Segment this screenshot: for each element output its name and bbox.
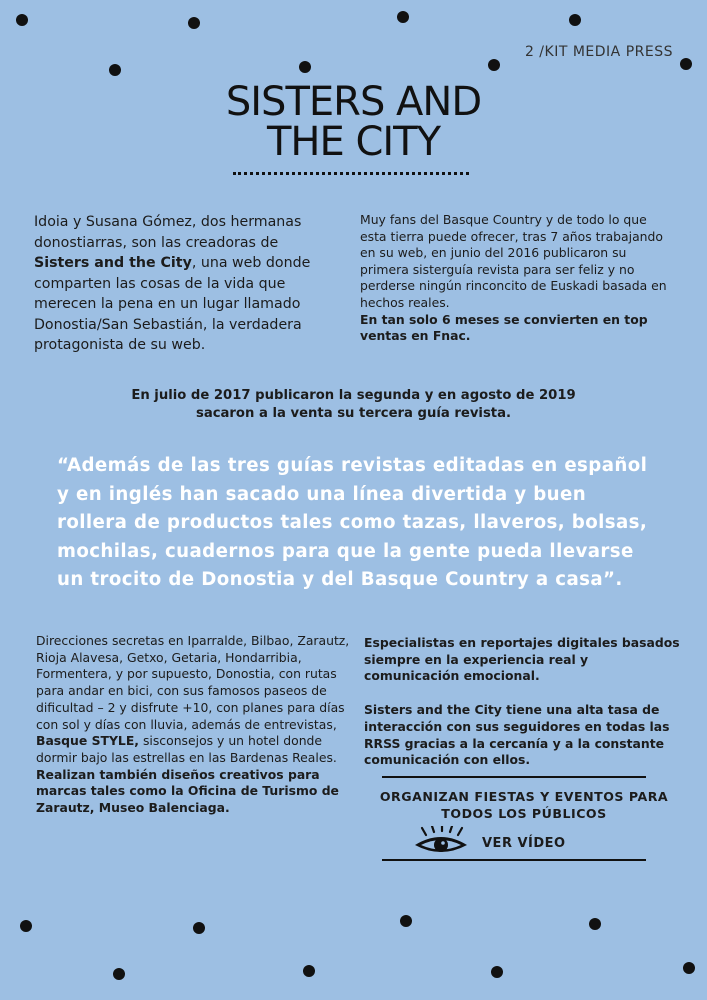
- events-bottom-rule: [382, 859, 646, 861]
- decor-dot: [488, 59, 500, 71]
- destinations-text: [36, 633, 361, 767]
- publication-dates: [0, 387, 707, 423]
- basque-style-label: Basque STYLE,: [36, 733, 140, 749]
- interaction-text: Sisters and the City tiene una alta tasa de interacción con sus seguidores en todas las RRSS gracias a la cercanía y a la constante comunicación con ellos.: [364, 702, 670, 768]
- decor-dot: [569, 14, 581, 26]
- dates-line-1: En julio de 2017 publicaron la segunda y en agosto de 2019: [131, 388, 576, 403]
- specialists-paragraph: [364, 635, 684, 769]
- intro-right-highlight: En tan solo 6 meses se convierten en top ventas en Fnac.: [360, 311, 648, 344]
- brand-name: Sisters and the City: [34, 255, 192, 271]
- pull-quote: “Además de las tres guías revistas editadas en español y en inglés han sacado una línea divertida y buen rollera de productos tales como tazas, llaveros, bolsas, mochilas, cuadernos para que la gente pueda llevarse un trocito de Donostia y del Basque Country a casa”.: [57, 455, 648, 590]
- page-title: [0, 79, 707, 165]
- eye-icon[interactable]: [412, 826, 470, 858]
- decor-dot: [683, 962, 695, 974]
- destinations-text-part: sisconsejos y un hotel donde dormir bajo las estrellas en las Bardenas Reales.: [36, 733, 337, 765]
- decor-dot: [491, 966, 503, 978]
- title-dotted-divider: [233, 172, 469, 175]
- intro-left-text: Idoia y Susana Gómez, dos hermanas donostiarras, son las creadoras de: [34, 214, 302, 251]
- watch-video-button[interactable]: VER VÍDEO: [482, 836, 566, 851]
- title-line-2: THE CITY: [266, 119, 441, 165]
- dates-line-2: sacaron a la venta su tercera guía revista.: [195, 406, 512, 421]
- title-line-1: SISTERS AND: [225, 79, 482, 125]
- creative-design-text: Realizan también diseños creativos para marcas tales como la Oficina de Turismo de Zarautz, Museo Balenciaga.: [36, 766, 339, 816]
- destinations-text-part: Direcciones secretas en Iparralde, Bilbao, Zarautz, Rioja Alavesa, Getxo, Getaria, Hondarribia, Formentera, y por supuesto, Donostia, con rutas para andar en bici, con sus famosos paseos de dificultad – 2 y disfrute +10, con planes para días con sol y días con lluvia, además de entrevistas,: [36, 633, 350, 732]
- decor-dot: [400, 915, 412, 927]
- intro-left-text-cont: , una web donde comparten las cosas de la vida que merecen la pena en un lugar llamado Donostia/San Sebastián, la verdadera protagonista de su web.: [34, 255, 311, 353]
- decor-dot: [113, 968, 125, 980]
- decor-dot: [109, 64, 121, 76]
- specialists-text: Especialistas en reportajes digitales basados siempre en la experiencia real y comunicación emocional.: [364, 635, 680, 684]
- events-heading: [364, 789, 684, 822]
- decor-dot: [397, 11, 409, 23]
- destinations-paragraph: [36, 633, 361, 817]
- decor-dot: [20, 920, 32, 932]
- intro-right-paragraph: [360, 212, 672, 345]
- events-line-1: ORGANIZAN FIESTAS Y EVENTOS PARA: [379, 789, 669, 804]
- decor-dot: [589, 918, 601, 930]
- events-line-2: TODOS LOS PÚBLICOS: [441, 805, 607, 821]
- page-number: 2 /KIT MEDIA PRESS: [524, 44, 673, 60]
- intro-right-text: Muy fans del Basque Country y de todo lo que esta tierra puede ofrecer, tras 7 años trabajando en su web, en junio del 2016 publicaron su primera sisterguía revista para ser feliz y no perderse ningún rinconcito de Euskadi basada en hechos reales.: [360, 212, 667, 310]
- intro-left-paragraph: [34, 212, 326, 356]
- events-top-rule: [382, 776, 646, 778]
- decor-dot: [299, 61, 311, 73]
- decor-dot: [303, 965, 315, 977]
- decor-dot: [188, 17, 200, 29]
- decor-dot: [680, 58, 692, 70]
- decor-dot: [193, 922, 205, 934]
- decor-dot: [16, 14, 28, 26]
